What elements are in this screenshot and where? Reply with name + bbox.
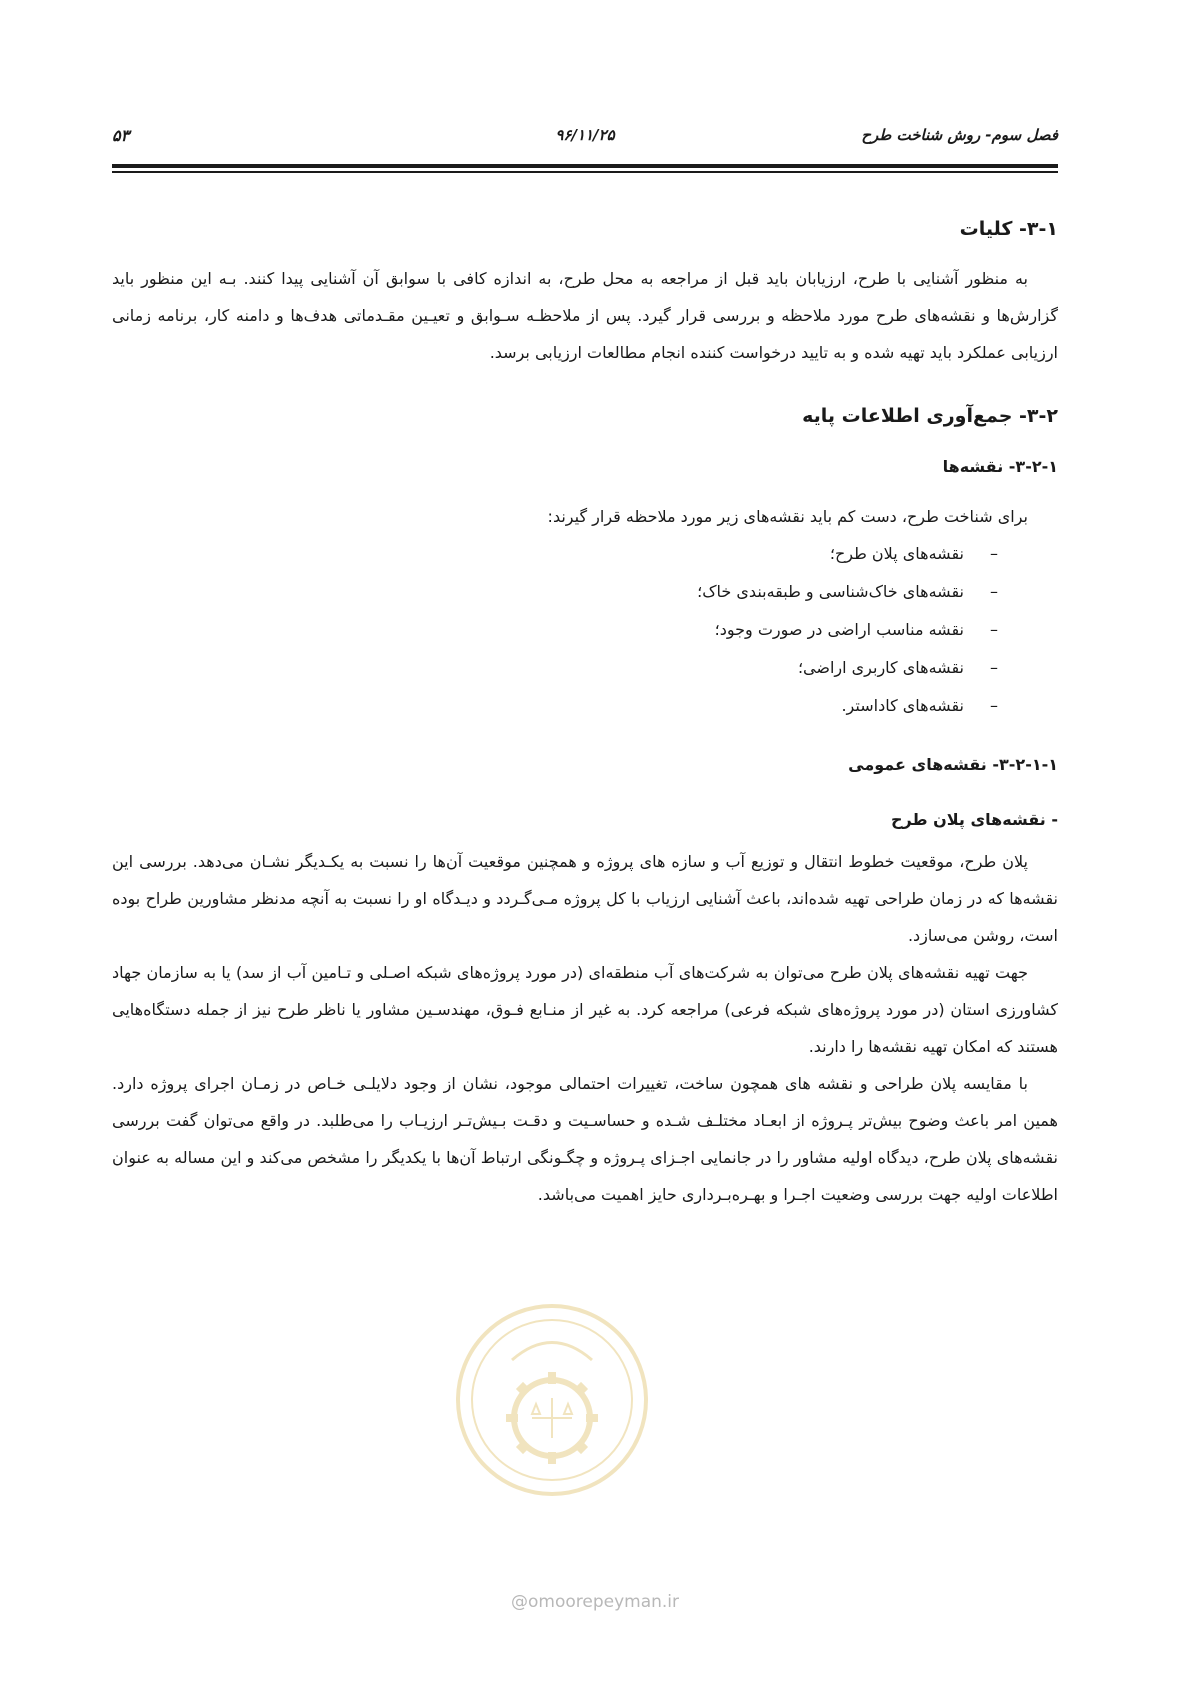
header-rule-thin: [112, 171, 1058, 173]
dash-icon: –: [990, 658, 998, 677]
watermark-seal-icon: [452, 1300, 652, 1500]
dash-icon: –: [990, 544, 998, 563]
list-item: – نقشه مناسب اراضی در صورت وجود؛: [112, 611, 998, 649]
item-heading-plan-maps: - نقشه‌های پلان طرح: [891, 810, 1058, 829]
list-item: – نقشه‌های کاداستر.: [112, 687, 998, 725]
maps-intro: برای شناخت طرح، دست کم باید نقشه‌های زیر مورد ملاحظه قرار گیرند:: [547, 507, 1028, 526]
overview-paragraph: به منظور آشنایی با طرح، ارزیابان باید قبل از مراجعه به محل طرح، به اندازه کافی با سوابق آن آشنایی پیدا کنند. بـه این منظور باید گزارش‌ها و نقشه‌های طرح مورد ملاحظه و بررسی قرار گیرد. پس از ملاحظـه سـوابق و تعیـین مقـدماتی هدف‌ها و دامنه کار، برنامه زمانی ارزیابی عملکرد باید تهیه شده و به تایید درخواست کننده انجام مطالعات ارزیابی برسد.: [112, 269, 1058, 362]
page-header: [112, 126, 1058, 156]
header-date: ۹۶/۱۱/۲۵: [555, 126, 615, 144]
dash-icon: –: [990, 582, 998, 601]
list-item: – نقشه‌های خاک‌شناسی و طبقه‌بندی خاک؛: [112, 573, 998, 611]
dash-icon: –: [990, 620, 998, 639]
dash-icon: –: [990, 696, 998, 715]
watermark-site: @omoorepeyman.ir: [510, 1592, 680, 1612]
plan-paragraph-2: جهت تهیه نقشه‌های پلان طرح می‌توان به شرکت‌های آب منطقه‌ای (در مورد پروژه‌های شبکه اصـلی و تـامین آب از سد) یا به سازمان جهاد کشاورزی استان (در مورد پروژه‌های شبکه فرعی) مراجعه کرد. به غیر از منـابع فـوق، مهندسـین مشاور یا ناظر طرح نیز از جمله دستگاه‌هایی هستند که امکان تهیه نقشه‌ها را دارند.: [112, 963, 1058, 1056]
list-item: – نقشه‌های پلان طرح؛: [112, 535, 998, 573]
maps-list: [112, 535, 1058, 725]
list-item: – نقشه‌های کاربری اراضی؛: [112, 649, 998, 687]
page-number: ۵۳: [112, 126, 130, 145]
section-heading-basic-data: ۳-۲- جمع‌آوری اطلاعات پایه: [802, 405, 1058, 427]
subsection-heading-maps: ۳-۲-۱- نقشه‌ها: [942, 457, 1058, 476]
header-rule-thick: [112, 164, 1058, 168]
section-heading-overview: ۳-۱- کلیات: [959, 218, 1058, 240]
plan-paragraph-3: با مقایسه پلان طراحی و نقشه های همچون ساخت، تغییرات احتمالی موجود، نشان از وجود دلایلـی خـاص در زمـان اجرای پروژه دارد. همین امر باعث وضوح بیش‌تر پـروژه از ابعـاد مختلـف شـده و حساسـیت و دقـت بـیش‌تـر ارزیـاب را می‌طلبد. در واقع می‌توان گفت بررسی نقشه‌های پلان طرح، دیدگاه اولیه مشاور را در جانمایی اجـزای پـروژه و چگـونگی ارتباط آن‌ها با یکدیگر را مشخص می‌کند و این مساله به عنوان اطلاعات اولیه جهت بررسی وضعیت اجـرا و بهـره‌بـرداری حایز اهمیت می‌باشد.: [112, 1074, 1058, 1204]
subsection-heading-general-maps: ۳-۲-۱-۱- نقشه‌های عمومی: [848, 755, 1058, 774]
page-content: [112, 218, 1058, 1213]
plan-paragraph-1: پلان طرح، موقعیت خطوط انتقال و توزیع آب و سازه های پروژه و همچنین موقعیت آن‌ها را نسبت به یکـدیگر نشـان می‌دهد. بررسی این نقشه‌ها که در زمان طراحی تهیه شده‌اند، باعث آشنایی ارزیاب با کل پروژه مـی‌گـردد و دیـدگاه او را نسبت به آنچه مدنظر مشاورین طراح بوده است، روشن می‌سازد.: [112, 852, 1058, 945]
chapter-title: فصل سوم- روش شناخت طرح: [861, 126, 1058, 144]
